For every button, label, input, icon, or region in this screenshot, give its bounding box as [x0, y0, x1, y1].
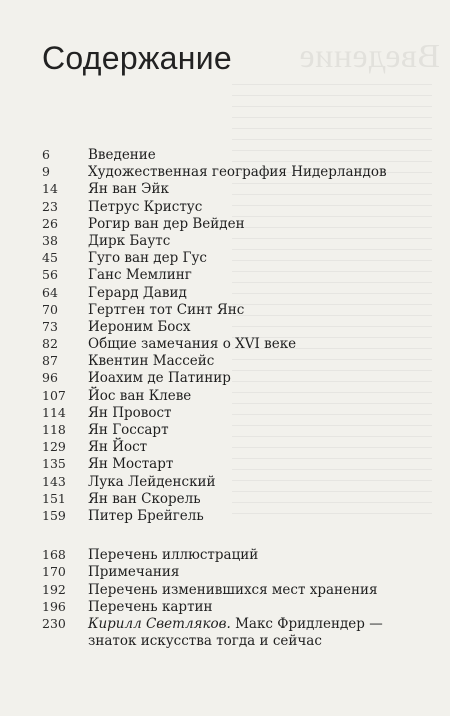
- toc-entry[interactable]: [42, 284, 422, 301]
- toc-entry-title: Петрус Кристус: [88, 198, 203, 215]
- toc-author: Кирилл Светляков.: [88, 615, 231, 632]
- toc-entry[interactable]: [42, 581, 422, 598]
- toc-entry-title: Введение: [88, 147, 156, 163]
- toc-main-list: [42, 146, 422, 524]
- toc-entry[interactable]: [42, 563, 422, 580]
- toc-page-number: 135: [42, 456, 66, 472]
- toc-entry-title: Ганс Мемлинг: [88, 267, 192, 284]
- toc-entry-title: Квентин Массейс: [88, 353, 215, 370]
- toc-entry[interactable]: [42, 473, 422, 490]
- toc-page-number: 9: [42, 164, 50, 180]
- toc-title-line1: Макс Фридлендер —: [230, 615, 383, 632]
- toc-page-number: 151: [42, 490, 66, 506]
- toc-entry[interactable]: [42, 180, 422, 197]
- toc-entry[interactable]: [42, 249, 422, 266]
- toc-entry-title: Герард Давид: [88, 284, 187, 301]
- toc-entry-title: Ян ван Скорель: [88, 490, 201, 507]
- toc-entry[interactable]: [42, 163, 422, 180]
- toc-entry[interactable]: [42, 232, 422, 249]
- toc-page-number: 192: [42, 581, 66, 597]
- toc-page-number: 14: [42, 181, 58, 197]
- toc-page-number: 114: [42, 404, 66, 420]
- toc-entry-title: Йос ван Клеве: [88, 387, 192, 404]
- toc-entry-title: Лука Лейденский: [88, 473, 216, 490]
- toc-page-number: 64: [42, 284, 58, 300]
- toc-entry[interactable]: [42, 318, 422, 335]
- toc-entry-title: Художественная география Нидерландов: [88, 164, 387, 181]
- toc-page-number: 56: [42, 267, 58, 283]
- toc-entry-title: Гуго ван дер Гус: [88, 250, 207, 267]
- toc-page-number: 73: [42, 318, 58, 334]
- toc-entry[interactable]: [42, 546, 422, 563]
- toc-entry-title: Ян Мостарт: [88, 456, 174, 473]
- toc-entry[interactable]: [42, 598, 422, 615]
- toc-page-number: 107: [42, 387, 66, 403]
- toc-page-number: 159: [42, 507, 66, 523]
- toc-page-number: 230: [42, 615, 66, 631]
- toc-entry-title: Гертген тот Синт Янс: [88, 301, 245, 318]
- toc-page-number: 96: [42, 370, 58, 386]
- toc-entry[interactable]: [42, 301, 422, 318]
- toc-entry[interactable]: [42, 387, 422, 404]
- toc-entry[interactable]: [42, 335, 422, 352]
- toc-page-number: 129: [42, 439, 66, 455]
- toc-page-number: 38: [42, 232, 58, 248]
- toc-entry-final[interactable]: [42, 615, 422, 650]
- facing-page-bleed-title: Введение: [298, 38, 440, 75]
- toc-entry-title: Ян ван Эйк: [88, 181, 169, 198]
- toc-entry-title: Дирк Баутс: [88, 232, 171, 249]
- toc-entry-title: Примечания: [88, 564, 180, 581]
- page-title: Содержание: [42, 40, 233, 76]
- toc-entry[interactable]: [42, 146, 422, 163]
- table-of-contents: [42, 146, 422, 650]
- toc-entry-title: Ян Провост: [88, 404, 172, 421]
- toc-entry-title: Питер Брейгель: [88, 507, 204, 524]
- toc-appendix-list: [42, 546, 422, 615]
- toc-page-number: 82: [42, 336, 58, 352]
- toc-entry-title: Перечень картин: [88, 598, 213, 615]
- toc-entry[interactable]: [42, 352, 422, 369]
- toc-page-number: 45: [42, 250, 58, 266]
- toc-page-number: 143: [42, 473, 66, 489]
- toc-entry-title: Ян Йост: [88, 439, 148, 456]
- toc-entry[interactable]: [42, 215, 422, 232]
- toc-page-number: 196: [42, 598, 66, 614]
- toc-gap: [42, 524, 422, 546]
- toc-entry-title: Перечень изменившихся мест хранения: [88, 581, 378, 598]
- toc-page-number: 87: [42, 353, 58, 369]
- toc-entry-title: Рогир ван дер Вейден: [88, 215, 245, 232]
- toc-entry[interactable]: [42, 198, 422, 215]
- toc-entry[interactable]: [42, 404, 422, 421]
- toc-entry[interactable]: [42, 421, 422, 438]
- toc-entry-title: Ян Госсарт: [88, 422, 169, 438]
- toc-entry[interactable]: [42, 490, 422, 507]
- toc-page-number: 70: [42, 301, 58, 317]
- toc-page-number: 170: [42, 564, 66, 580]
- toc-entry-title: Иероним Босх: [88, 318, 191, 335]
- toc-page-number: 26: [42, 215, 58, 231]
- toc-entry[interactable]: [42, 455, 422, 472]
- toc-page-number: 6: [42, 147, 50, 162]
- toc-entry[interactable]: [42, 438, 422, 455]
- toc-entry-title: Иоахим де Патинир: [88, 370, 231, 387]
- toc-entry[interactable]: [42, 266, 422, 283]
- toc-entry-title: Перечень иллюстраций: [88, 547, 259, 564]
- toc-entry[interactable]: [42, 369, 422, 386]
- toc-title-line2: знаток искусства тогда и сейчас: [88, 633, 322, 650]
- toc-entry[interactable]: [42, 507, 422, 524]
- toc-page-number: 118: [42, 422, 66, 437]
- toc-entry-title: Общие замечания о XVI веке: [88, 336, 297, 353]
- toc-page-number: 23: [42, 198, 58, 214]
- toc-page-number: 168: [42, 547, 66, 563]
